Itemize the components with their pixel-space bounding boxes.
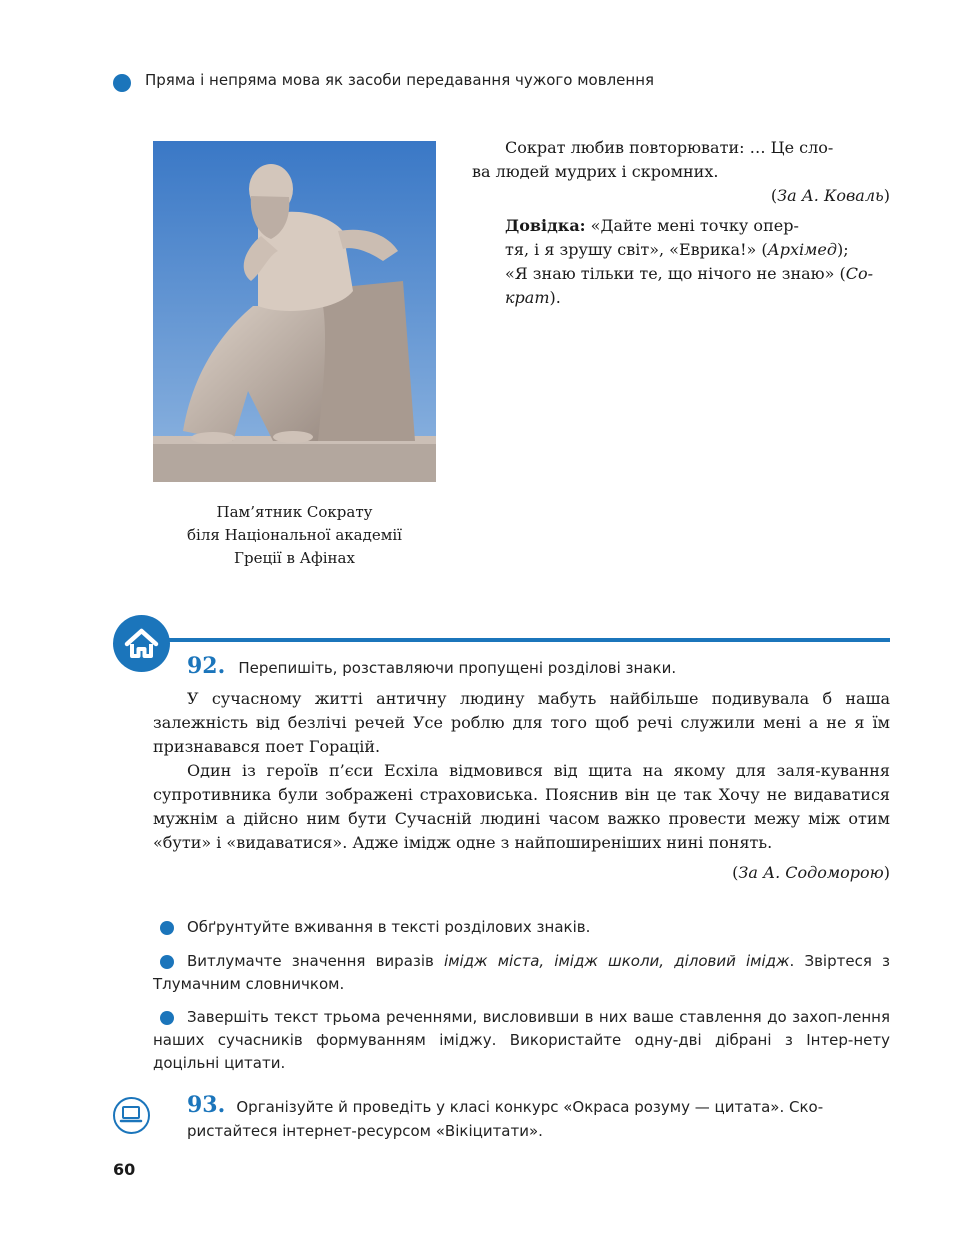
quote-block <box>472 136 890 310</box>
bullet-item: Завершіть текст трьома реченнями, висловивши в них ваше ставлення до захоп-лення наших сучасників формуванням іміджу. Використайте одну-дві дібрані з Інтер-нету доцільні цитати. <box>153 1008 890 1072</box>
paragraph: Один із героїв п’єси Есхіла відмовився від щита на якому для заля-кування супротивника були зображені страховиська. Пояснив він це так Хочу не видаватися мужнім а дійсно ним бути Сучасній людині часом важко провести межу між отим «бути» і «видаватися». Адже імідж одне з найпоширеніших нині понять. <box>153 761 890 852</box>
laptop-icon <box>113 1097 150 1134</box>
exercise-task: Організуйте й проведіть у класі конкурс «Окраса розуму — цитата». Ско- <box>236 1098 824 1116</box>
exercise-task: Перепишіть, розставляючи пропущені розділові знаки. <box>238 659 677 677</box>
quote-source: (За А. Коваль) <box>770 186 890 205</box>
text-source: (За А. Содоморою) <box>732 863 890 882</box>
task-bullets <box>153 916 890 1076</box>
caption-line: Греції в Афінах <box>234 549 355 567</box>
exercise-number: 93. <box>187 1092 226 1118</box>
quote-text: Сократ любив повторювати: … Це сло- ва людей мудрих і скромних. <box>472 138 834 181</box>
caption-line: біля Національної академії <box>187 526 402 544</box>
exercise-92-text <box>153 687 890 885</box>
section-divider <box>128 638 890 642</box>
bullet-item: Обґрунтуйте вживання в тексті розділових знаків. <box>187 918 591 936</box>
photo-caption <box>153 501 436 570</box>
reference-note: Довідка: «Дайте мені точку опер- тя, і я зрушу світ», «Еврика!» (Архімед); «Я знаю тільки те, що нічого не знаю» (Со- крат). <box>505 216 873 307</box>
caption-line: Пам’ятник Сократу <box>216 503 373 521</box>
socrates-statue-photo <box>153 141 436 482</box>
chapter-title: Пряма і непряма мова як засоби передавання чужого мовлення <box>145 71 655 89</box>
paragraph: У сучасному житті античну людину мабуть найбільше подивувала б наша залежність від безлічі речей Усе роблю для того щоб речі служили мені а не я їм признавався поет Горацій. <box>153 689 890 756</box>
exercise-93 <box>187 1093 890 1143</box>
exercise-92-header <box>187 653 676 679</box>
exercise-task: ристайтеся інтернет-ресурсом «Вікіцитати». <box>187 1122 543 1140</box>
page-number: 60 <box>113 1160 136 1179</box>
exercise-number: 92. <box>187 653 226 679</box>
reference-label: Довідка: <box>505 216 586 235</box>
bullet-icon <box>160 921 174 935</box>
bullet-item: Витлумачте значення виразів імідж міста, імідж школи, діловий імідж. Звіртеся з Тлумачним словничком. <box>153 952 890 993</box>
header-bullet-icon <box>113 74 131 92</box>
house-icon <box>113 615 170 672</box>
